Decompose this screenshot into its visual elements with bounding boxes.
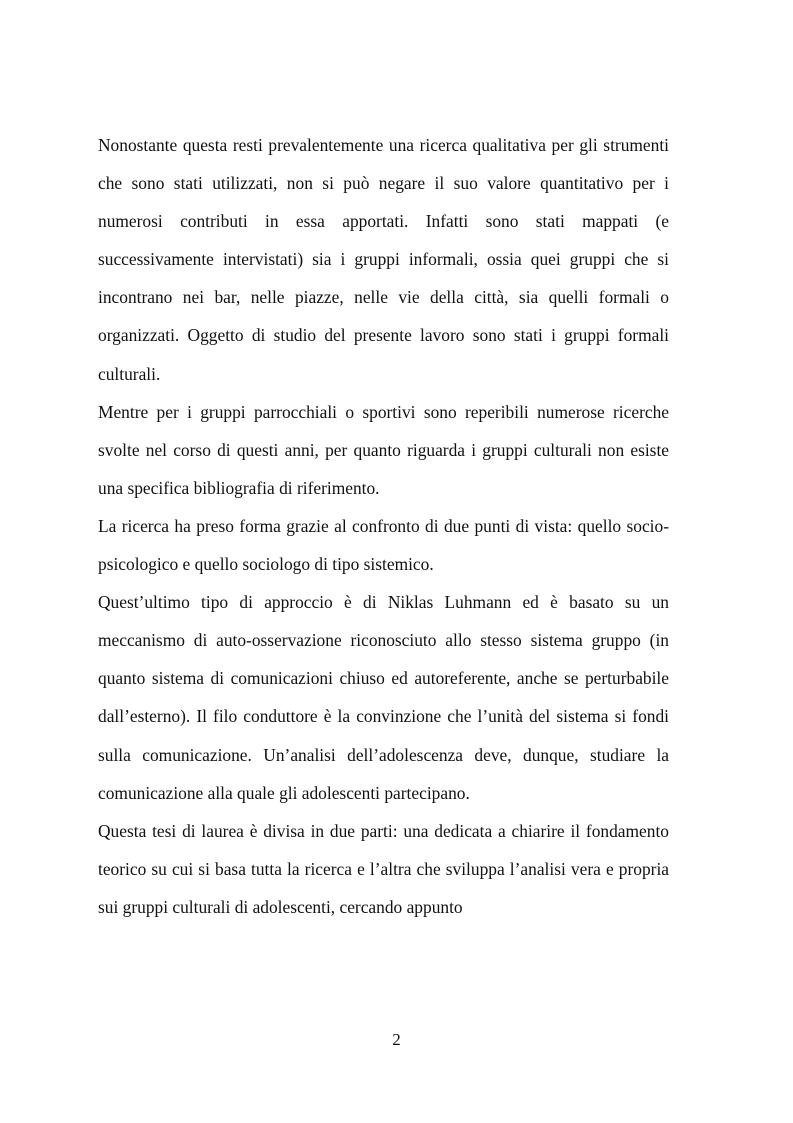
paragraph-2: Mentre per i gruppi parrocchiali o sportivi sono reperibili numerose ricerche svolte nel corso di questi anni, per quanto riguarda i gruppi culturali non esiste una specifica bibliografia di riferimento. — [98, 401, 669, 498]
paragraph-3: La ricerca ha preso forma grazie al confronto di due punti di vista: quello socio-psicologico e quello sociologo di tipo sistemico. — [98, 515, 669, 575]
body-text — [98, 126, 669, 926]
paragraph-4: Quest’ultimo tipo di approccio è di Niklas Luhmann ed è basato su un meccanismo di auto-osservazione riconosciuto allo stesso sistema gruppo (in quanto sistema di comunicazioni chiuso ed autoreferente, anche se perturbabile dall’esterno). Il filo conduttore è la convinzione che l’unità del sistema si fondi sulla comunicazione. Un’analisi dell’adolescenza deve, dunque, studiare la comunicazione alla quale gli adolescenti partecipano. — [98, 592, 669, 803]
paragraph-5: Questa tesi di laurea è divisa in due parti: una dedicata a chiarire il fondamento teorico su cui si basa tutta la ricerca e l’altra che sviluppa l’analisi vera e propria sui gruppi culturali di adolescenti, cercando appunto — [98, 820, 669, 917]
page-number: 2 — [392, 1030, 401, 1049]
paragraph-1: Nonostante questa resti prevalentemente una ricerca qualitativa per gli strumenti che sono stati utilizzati, non si può negare il suo valore quantitativo per i numerosi contributi in essa apportati. Infatti sono stati mappati (e successivamente intervistati) sia i gruppi informali, ossia quei gruppi che si incontrano nei bar, nelle piazze, nelle vie della città, sia quelli formali o organizzati. Oggetto di studio del presente lavoro sono stati i gruppi formali culturali. — [98, 135, 669, 384]
